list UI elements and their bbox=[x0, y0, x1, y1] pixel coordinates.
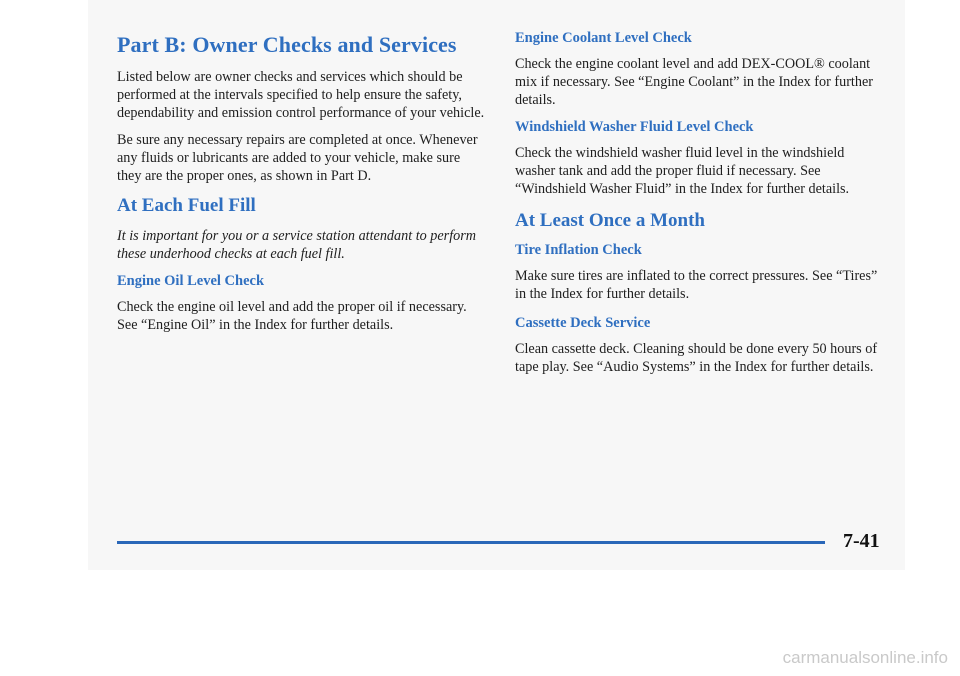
footer-rule bbox=[117, 541, 825, 544]
tire-check-heading: Tire Inflation Check bbox=[515, 242, 642, 258]
washer-check-text: Check the windshield washer fluid level in the windshield washer tank and add the proper fluid if necessary. See “Windshield Washer Fluid” in the Index for further details. bbox=[515, 145, 850, 197]
monthly-heading: At Least Once a Month bbox=[515, 210, 705, 231]
fuel-fill-heading: At Each Fuel Fill bbox=[117, 195, 256, 216]
cassette-service-text: Clean cassette deck. Cleaning should be done every 50 hours of tape play. See “Audio Systems” in the Index for further details. bbox=[515, 341, 878, 375]
right-column bbox=[515, 30, 885, 385]
oil-check-heading: Engine Oil Level Check bbox=[117, 273, 265, 289]
coolant-check-text: Check the engine coolant level and add DEX-COOL® coolant mix if necessary. See “Engine Coolant” in the Index for further details. bbox=[515, 56, 873, 108]
page-number: 7-41 bbox=[843, 530, 880, 552]
left-column bbox=[117, 30, 487, 343]
site-watermark[interactable]: carmanualsonline.info bbox=[782, 648, 948, 667]
intro-paragraph-2: Be sure any necessary repairs are completed at once. Whenever any fluids or lubricants are added to your vehicle, make sure they are the proper ones, as shown in Part D. bbox=[117, 132, 478, 184]
intro-paragraph-1: Listed below are owner checks and services which should be performed at the intervals specified to help ensure the safety, dependability and emission control performance of your vehicle. bbox=[117, 69, 485, 121]
tire-check-text: Make sure tires are inflated to the correct pressures. See “Tires” in the Index for further details. bbox=[515, 268, 878, 302]
washer-check-heading: Windshield Washer Fluid Level Check bbox=[515, 119, 754, 135]
fuel-fill-note: It is important for you or a service station attendant to perform these underhood checks at each fuel fill. bbox=[117, 228, 477, 262]
coolant-check-heading: Engine Coolant Level Check bbox=[515, 30, 692, 46]
oil-check-text: Check the engine oil level and add the proper oil if necessary. See “Engine Oil” in the Index for further details. bbox=[117, 299, 467, 333]
cassette-service-heading: Cassette Deck Service bbox=[515, 315, 651, 331]
page-title: Part B: Owner Checks and Services bbox=[117, 32, 457, 57]
